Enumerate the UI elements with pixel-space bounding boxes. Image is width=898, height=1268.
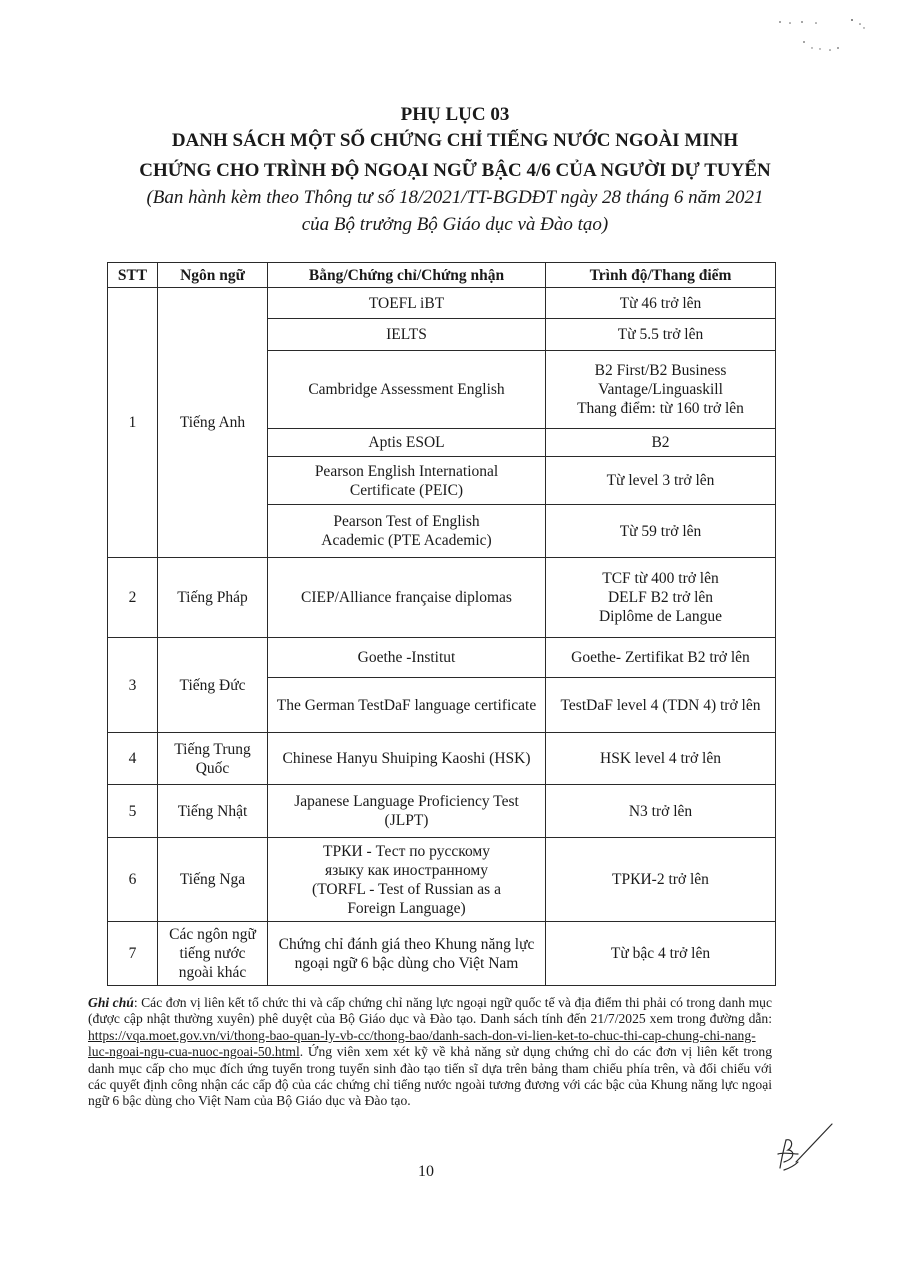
certificate-cell [268,505,546,558]
certificate-cell [268,785,546,838]
certificate-line: (JLPT) [384,812,429,829]
level-line: Thang điểm: từ 160 trở lên [577,400,744,417]
initials-signature [770,1110,840,1185]
footnote-text-continued: . Ứng viên xem xét kỹ về khả năng sử dụng chứng chỉ do các đơn vị liên kết trong danh mục cấp cho mục đích ứng tuyển trong tuyển sinh đào tạo tiến sĩ dựa trên bảng tham chiếu phía trên, và đối chiếu với các quyết định công nhận các cấp độ của các chứng chỉ tiếng nước ngoài tương đương với các bậc của Khung năng lực ngoại ngữ 6 bậc dùng cho Việt Nam của Bộ Giáo dục và Đào tạo. [88,1044,772,1109]
stt-cell: 1 [108,288,158,558]
certificate-line: Japanese Language Proficiency Test [294,793,519,810]
certificate-cell [268,457,546,505]
certificate-cell [268,838,546,922]
table-row [108,838,776,922]
footnote-link[interactable]: https://vqa.moet.gov.vn/vi/thong-bao-quan-ly-vb-cc/thong-bao/danh-sach-don-vi-lien-ket-to-chuc-thi-cap-chung-chi-nang-luc-ngoai-ngu-cua-nuoc-ngoai-50.html [88,1027,756,1060]
level-line: Vantage/Linguaskill [598,381,723,398]
document-title-line-2: CHỨNG CHO TRÌNH ĐỘ NGOẠI NGỮ BẬC 4/6 CỦA NGƯỜI DỰ TUYỂN [139,160,771,181]
certificate-cell: CIEP/Alliance française diplomas [268,558,546,638]
level-cell: Từ 59 trở lên [546,505,776,558]
column-header-certificate: Bằng/Chứng chỉ/Chứng nhận [268,263,546,288]
language-line: ngoài khác [178,964,247,981]
level-cell: B2 [546,429,776,457]
language-cell: Tiếng Nhật [158,785,268,838]
certificate-line: ngoại ngữ 6 bậc dùng cho Việt Nam [294,954,519,972]
column-header-level: Trình độ/Thang điểm [546,263,776,288]
table-row [108,288,776,319]
level-cell: ТРКИ-2 trở lên [546,838,776,922]
page-number: 10 [418,1163,434,1180]
level-cell: Từ level 3 trở lên [546,457,776,505]
column-header-stt: STT [108,263,158,288]
stt-cell: 7 [108,922,158,986]
certificate-table [107,262,776,986]
certificate-line: (TORFL - Test of Russian as a [312,880,501,898]
document-subtitle-line-2: của Bộ trưởng Bộ Giáo dục và Đào tạo) [301,214,609,235]
certificate-cell: TOEFL iBT [268,288,546,319]
certificate-line: Academic (PTE Academic) [321,532,492,549]
stt-cell: 4 [108,733,158,785]
language-cell: Tiếng Pháp [158,558,268,638]
language-cell: Tiếng Nga [158,838,268,922]
language-line: Quốc [195,759,230,777]
table-row [108,558,776,638]
table-row [108,638,776,678]
stt-cell: 2 [108,558,158,638]
certificate-cell: Goethe -Institut [268,638,546,678]
certificate-cell: Cambridge Assessment English [268,351,546,429]
stt-cell: 5 [108,785,158,838]
level-cell: Từ bậc 4 trở lên [546,922,776,986]
document-title-line-1: DANH SÁCH MỘT SỐ CHỨNG CHỈ TIẾNG NƯỚC NGOÀI MINH [171,130,739,151]
level-cell: Từ 5.5 trở lên [546,319,776,351]
appendix-title: PHỤ LỤC 03 [400,104,510,125]
level-cell: N3 trở lên [546,785,776,838]
footnote [88,995,772,1110]
scan-specks [760,8,870,63]
level-cell [546,351,776,429]
level-line: TCF từ 400 trở lên [602,570,719,587]
table-row [108,733,776,785]
footnote-text: : Các đơn vị liên kết tổ chức thi và cấp chứng chỉ năng lực ngoại ngữ quốc tế và địa điểm thi phải có trong danh mục (được cập nhật thường xuyên) phê duyệt của Bộ Giáo dục và Đào tạo. Danh sách tính đến 21/7/2025 xem trong đường dẫn: [88,995,772,1027]
language-line: Tiếng Trung [174,740,251,758]
language-line: Các ngôn ngữ [169,926,256,943]
table-row [108,785,776,838]
level-line: Diplôme de Langue [598,608,723,625]
level-cell: Từ 46 trở lên [546,288,776,319]
column-header-language: Ngôn ngữ [158,263,268,288]
table-header-row [108,263,776,288]
language-cell: Tiếng Đức [158,638,268,733]
certificate-line: Certificate (PEIC) [349,481,464,499]
stt-cell: 3 [108,638,158,733]
language-cell [158,922,268,986]
certificate-cell: IELTS [268,319,546,351]
level-line: DELF B2 trở lên [607,589,714,606]
certificate-cell: Chinese Hanyu Shuiping Kaoshi (HSK) [268,733,546,785]
certificate-cell: Aptis ESOL [268,429,546,457]
level-cell: Goethe- Zertifikat B2 trở lên [546,638,776,678]
level-line: B2 First/B2 Business [594,362,727,379]
language-line: tiếng nước [179,945,246,962]
language-cell: Tiếng Anh [158,288,268,558]
level-cell: TestDaF level 4 (TDN 4) trở lên [546,678,776,733]
stt-cell: 6 [108,838,158,922]
certificate-line: Pearson English International [314,462,499,480]
level-cell: HSK level 4 trở lên [546,733,776,785]
certificate-line: Foreign Language) [347,899,466,917]
certificate-cell [268,922,546,986]
certificate-line: языку как иностранному [325,861,488,879]
table-row [108,922,776,986]
language-cell [158,733,268,785]
certificate-cell: The German TestDaF language certificate [268,678,546,733]
certificate-line: Chứng chỉ đánh giá theo Khung năng lực [278,935,535,953]
document-subtitle-line-1: (Ban hành kèm theo Thông tư số 18/2021/TT-BGDĐT ngày 28 tháng 6 năm 2021 [146,187,764,208]
footnote-label: Ghi chú [88,995,134,1010]
certificate-line: Pearson Test of English [333,513,480,530]
level-cell [546,558,776,638]
certificate-line: ТРКИ - Тест по русскому [323,842,490,860]
